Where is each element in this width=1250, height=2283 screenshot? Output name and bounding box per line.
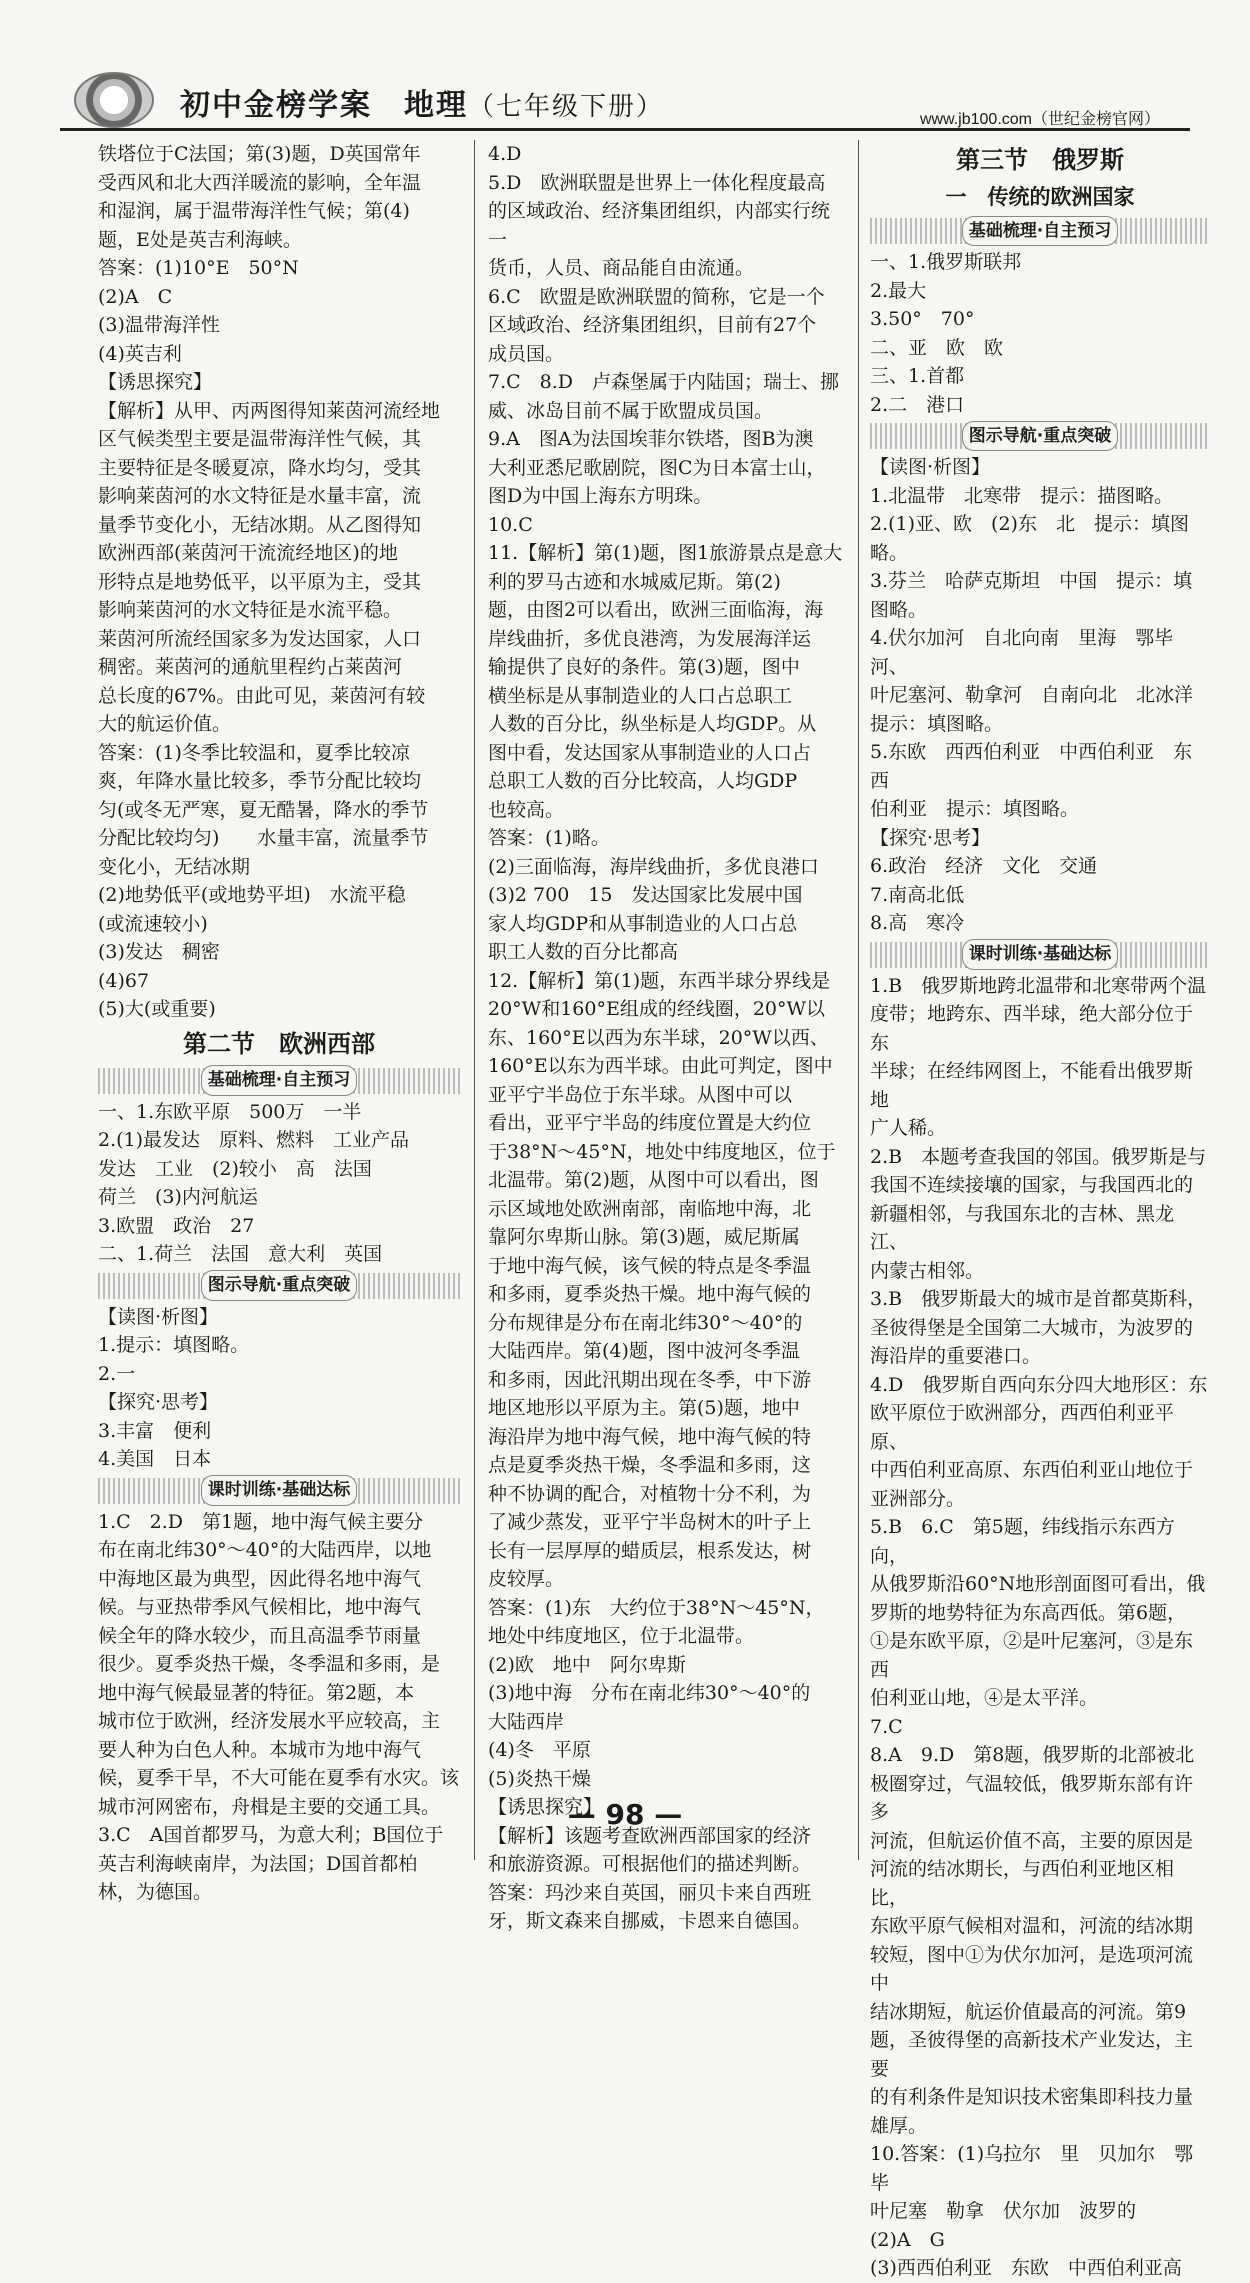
text-line: 长有一层厚厚的蜡质层，根系发达，树 <box>488 1539 812 1562</box>
text-line: (3)2 700 15 发达国家比发展中国 <box>488 884 803 906</box>
text-line: 【诱思探究】 <box>488 1796 603 1818</box>
text-line: 3.芬兰 哈萨克斯坦 中国 提示：填 <box>870 570 1193 592</box>
text-line: 量季节变化小，无结冰期。从乙图得知 <box>98 513 422 536</box>
text-line: 变化小，无结冰期 <box>98 855 251 878</box>
text-line: 职工人数的百分比都高 <box>488 941 679 963</box>
text-line: 题，圣彼得堡的高新技术产业发达，主要 <box>870 2029 1194 2080</box>
text-line: 2.最大 <box>870 279 927 302</box>
page-number: — 98 — <box>567 1798 683 1831</box>
text-line: 候，夏季干旱，不大可能在夏季有水灾。该 <box>98 1767 460 1789</box>
text-line: (2)三面临海，海岸线曲折，多优良港口 <box>488 855 819 878</box>
text-line: 160°E以东为西半球。由此可判定，图中 <box>488 1055 833 1077</box>
text-line: 于地中海气候，该气候的特点是冬季温 <box>488 1254 812 1277</box>
text-line: 利的罗马古迹和水城威尼斯。第(2) <box>488 570 781 593</box>
text-line: 布在南北纬30°～40°的大陆西岸，以地 <box>98 1539 432 1561</box>
text-line: 11.【解析】第(1)题，图1旅游景点是意大 <box>488 542 843 564</box>
text-line: 看出，亚平宁半岛的纬度位置是大约位 <box>488 1112 812 1134</box>
text-line: 候全年的降水较少，而且高温季节雨量 <box>98 1624 422 1647</box>
text-line: 二、1.荷兰 法国 意大利 英国 <box>98 1243 383 1265</box>
text-line: 半球；在经纬网图上，不能看出俄罗斯地 <box>870 1060 1194 1111</box>
text-line: 伯利亚 提示：填图略。 <box>870 798 1080 820</box>
text-line: 海沿岸的重要港口。 <box>870 1345 1042 1367</box>
text-line: (2)欧 地中 阿尔卑斯 <box>488 1653 686 1676</box>
text-line: 地中海气候最显著的特征。第2题，本 <box>98 1681 415 1704</box>
text-line: 爽，年降水量比较多，季节分配比较均 <box>98 770 422 792</box>
bar-label: 基础梳理·自主预习 <box>201 1065 357 1096</box>
text-line: 河流，但航运价值不高，主要的原因是 <box>870 1829 1194 1852</box>
text-line: 2.一 <box>98 1362 136 1385</box>
text-line: 二、亚 欧 欧 <box>870 336 1004 359</box>
text-line: 【读图·析图】 <box>98 1305 219 1328</box>
text-line: ①是东欧平原，②是叶尼塞河，③是东西 <box>870 1630 1194 1681</box>
text-line: 输提供了良好的条件。第(3)题，图中 <box>488 656 800 678</box>
text-line: 欧洲西部(莱茵河干流流经地区)的地 <box>98 542 398 564</box>
section-bar-nav <box>870 423 1210 449</box>
text-line: 林，为德国。 <box>98 1881 213 1903</box>
text-line: 示区域地处欧洲南部，南临地中海，北 <box>488 1197 812 1220</box>
text-line: 铁塔位于C法国；第(3)题，D英国常年 <box>98 143 421 165</box>
text-line: 岸线曲折，多优良港湾，为发展海洋运 <box>488 627 812 650</box>
text-line: 莱茵河所流经国家多为发达国家，人口 <box>98 627 422 650</box>
text-line: 【解析】该题考查欧洲西部国家的经济 <box>488 1824 812 1847</box>
text-line: 城市河网密布，舟楫是主要的交通工具。 <box>98 1795 441 1818</box>
text-line: 【探究·思考】 <box>98 1391 219 1413</box>
text-line: 货币，人员、商品能自由流通。 <box>488 257 755 279</box>
text-line: 区域政治、经济集团组织，目前有27个 <box>488 314 817 336</box>
text-line: 2.(1)最发达 原料、燃料 工业产品 <box>98 1129 410 1151</box>
text-line: 1.提示：填图略。 <box>98 1334 250 1356</box>
text-line: (3)西西伯利亚 东欧 中西伯利亚高 <box>870 2257 1182 2279</box>
text-line: 分布规律是分布在南北纬30°～40°的 <box>488 1311 803 1334</box>
text-line: 于38°N～45°N，地处中纬度地区，位于 <box>488 1140 836 1163</box>
text-line: (3)地中海 分布在南北纬30°～40°的 <box>488 1682 811 1704</box>
text-line: 题，由图2可以看出，欧洲三面临海，海 <box>488 599 824 621</box>
text-line: 10.C <box>488 513 533 536</box>
text-line: 家人均GDP和从事制造业的人口占总 <box>488 912 798 935</box>
text-line: 候。与亚热带季风气候相比，地中海气 <box>98 1596 422 1618</box>
text-line: 7.南高北低 <box>870 883 965 906</box>
text-line: 5.B 6.C 第5题，纬线指示东西方向， <box>870 1516 1175 1567</box>
text-line: (5)炎热干燥 <box>488 1767 591 1790</box>
col3-basic <box>870 248 1210 419</box>
text-line: 从俄罗斯沿60°N地形剖面图可看出，俄 <box>870 1573 1206 1595</box>
text-line: 【解析】从甲、丙两图得知莱茵河流经地 <box>98 399 441 422</box>
text-line: 3.C A国首都罗马，为意大利；B国位于 <box>98 1824 444 1846</box>
text-line: 总长度的67%。由此可见，莱茵河有较 <box>98 684 426 707</box>
text-line: 较短，图中①为伏尔加河，是选项河流中 <box>870 1943 1194 1994</box>
text-line: 答案：(1)冬季比较温和，夏季比较凉 <box>98 741 410 764</box>
text-line: 图中看，发达国家从事制造业的人口占 <box>488 741 812 764</box>
text-line: 和多雨，因此汛期出现在冬季，中下游 <box>488 1368 812 1391</box>
text-line: 【探究·思考】 <box>870 826 991 849</box>
text-line: 4.D <box>488 143 522 165</box>
text-line: 2.B 本题考查我国的邻国。俄罗斯是与 <box>870 1145 1207 1168</box>
text-line: 一、1.俄罗斯联邦 <box>870 251 1022 273</box>
text-line: (3)温带海洋性 <box>98 314 220 336</box>
text-line: 种不协调的配合，对植物十分不利，为 <box>488 1482 812 1505</box>
bar-label: 课时训练·基础达标 <box>962 939 1118 970</box>
text-line: 匀(或冬无严寒，夏无酷暑，降水的季节 <box>98 798 429 821</box>
text-line: 结冰期短，航运价值最高的河流。第9 <box>870 2000 1187 2023</box>
text-line: 欧平原位于欧洲部分，西西伯利亚平原、 <box>870 1402 1175 1453</box>
text-line: 很少。夏季炎热干燥，冬季温和多雨，是 <box>98 1653 441 1675</box>
text-line: 大陆西岸 <box>488 1710 565 1733</box>
page-header <box>60 72 1190 132</box>
text-line: 内蒙古相邻。 <box>870 1259 985 1282</box>
text-line: 东、160°E以西为东半球，20°W以西、 <box>488 1026 829 1049</box>
col3-train <box>870 972 1210 2283</box>
column-3 <box>870 140 1210 2283</box>
text-line: 答案：(1)略。 <box>488 827 610 849</box>
text-line: 极圈穿过，气温较低，俄罗斯东部有许多 <box>870 1772 1194 1823</box>
text-line: 靠阿尔卑斯山脉。第(3)题，威尼斯属 <box>488 1226 800 1248</box>
text-line: 英吉利海峡南岸，为法国；D国首都柏 <box>98 1852 418 1875</box>
text-line: 3.丰富 便利 <box>98 1419 212 1442</box>
text-line: 发达 工业 (2)较小 高 法国 <box>98 1157 372 1180</box>
text-line: 中海地区最为典型，因此得名地中海气 <box>98 1567 422 1590</box>
text-line: 横坐标是从事制造业的人口占总职工 <box>488 684 793 707</box>
text-line: 亚平宁半岛位于东半球。从图中可以 <box>488 1083 793 1106</box>
text-line: (4)英吉利 <box>98 342 182 365</box>
text-line: (2)A G <box>870 2228 945 2251</box>
text-line: 1.北温带 北寒带 提示：描图略。 <box>870 484 1174 507</box>
section-bar-basic <box>98 1068 460 1094</box>
text-line: 亚洲部分。 <box>870 1487 966 1510</box>
text-line: 城市位于欧洲，经济发展水平应较高，主 <box>98 1710 441 1732</box>
text-line: 答案：(1)东 大约位于38°N～45°N， <box>488 1596 825 1619</box>
text-line: (3)发达 稠密 <box>98 941 220 963</box>
text-line: (5)大(或重要) <box>98 998 216 1020</box>
text-line: 总职工人数的百分比较高，人均GDP <box>488 770 798 792</box>
bar-label: 图示导航·重点突破 <box>201 1270 357 1301</box>
book-title-main: 初中金榜学案 地理 <box>180 88 468 123</box>
text-line: 7.C 8.D 卢森堡属于内陆国；瑞士、挪 <box>488 371 840 393</box>
text-line: 三、1.首都 <box>870 365 965 387</box>
section-bar-train <box>98 1478 460 1504</box>
book-title-grade: （七年级下册） <box>468 92 665 122</box>
header-rule <box>60 128 1190 131</box>
text-line: 了减少蒸发，亚平宁半岛树木的叶子上 <box>488 1511 812 1533</box>
section-title-russia: 第三节 俄罗斯 <box>956 146 1124 174</box>
text-line: 主要特征是冬暖夏凉，降水均匀，受其 <box>98 456 422 479</box>
text-line: 一、1.东欧平原 500万 一半 <box>98 1100 362 1123</box>
text-line: 3.50° 70° <box>870 308 975 330</box>
text-line: 1.C 2.D 第1题，地中海气候主要分 <box>98 1510 424 1533</box>
text-line: (或流速较小) <box>98 912 208 935</box>
text-line: 东欧平原气候相对温和，河流的结冰期 <box>870 1915 1194 1937</box>
text-line: 8.A 9.D 第8题，俄罗斯的北部被北 <box>870 1744 1195 1766</box>
text-line: 地处中纬度地区，位于北温带。 <box>488 1625 755 1647</box>
text-line: (4)冬 平原 <box>488 1739 591 1761</box>
text-line: 6.政治 经济 文化 交通 <box>870 855 1098 877</box>
website-url: www.jb100.com（世纪金榜官网） <box>919 111 1160 128</box>
text-line: 叶尼塞河、勒拿河 自南向北 北冰洋 <box>870 684 1194 706</box>
text-line: 成员国。 <box>488 342 565 365</box>
col1-train <box>98 1508 460 1907</box>
text-line: 罗斯的地势特征为东高西低。第6题， <box>870 1601 1187 1624</box>
text-line: 点是夏季炎热干燥，冬季温和多雨，这 <box>488 1454 812 1476</box>
column-divider <box>474 140 475 1860</box>
text-line: 皮较厚。 <box>488 1568 565 1590</box>
column-2 <box>488 140 848 1936</box>
text-line: (2)A C <box>98 285 173 308</box>
col1-basic <box>98 1098 460 1269</box>
text-line: 3.B 俄罗斯最大的城市是首都莫斯科， <box>870 1288 1207 1310</box>
text-line: 要人种为白色人种。本城市为地中海气 <box>98 1738 422 1761</box>
text-line: 受西风和北大西洋暖流的影响，全年温 <box>98 171 422 194</box>
text-line: 图D为中国上海东方明珠。 <box>488 485 713 507</box>
text-line: 2.二 港口 <box>870 393 965 416</box>
text-line: 荷兰 (3)内河航运 <box>98 1186 258 1208</box>
text-line: 和湿润，属于温带海洋性气候；第(4) <box>98 200 410 222</box>
text-line: 12.【解析】第(1)题，东西半球分界线是 <box>488 969 831 992</box>
text-line: 海沿岸为地中海气候，地中海气候的特 <box>488 1425 812 1448</box>
text-line: 和多雨，夏季炎热干燥。地中海气候的 <box>488 1283 812 1305</box>
text-line: 4.美国 日本 <box>98 1448 212 1470</box>
text-line: (4)67 <box>98 969 150 992</box>
text-line: (2)地势低平(或地势平坦) 水流平稳 <box>98 884 406 906</box>
text-line: 8.高 寒冷 <box>870 912 965 934</box>
text-line: 2.(1)亚、欧 (2)东 北 提示：填图略。 <box>870 513 1189 564</box>
text-line: 形特点是地势低平，以平原为主，受其 <box>98 570 422 593</box>
col1-nav <box>98 1303 460 1474</box>
text-line: 3.欧盟 政治 27 <box>98 1214 255 1237</box>
text-line: 图略。 <box>870 598 928 621</box>
section-bar-basic <box>870 218 1210 244</box>
text-line: 中西伯利亚高原、东西伯利亚山地位于 <box>870 1459 1194 1481</box>
bar-label: 基础梳理·自主预习 <box>962 216 1118 247</box>
text-line: 9.A 图A为法国埃菲尔铁塔，图B为澳 <box>488 428 814 450</box>
text-line: 答案：玛沙来自英国，丽贝卡来自西班 <box>488 1881 812 1904</box>
text-line: 人数的百分比，纵坐标是人均GDP。从 <box>488 713 817 735</box>
bar-label: 图示导航·重点突破 <box>962 421 1118 452</box>
text-line: 6.C 欧盟是欧洲联盟的简称，它是一个 <box>488 285 825 308</box>
text-line: 北温带。第(2)题，从图中可以看出，图 <box>488 1169 819 1191</box>
text-line: 度带；地跨东、西半球，绝大部分位于东 <box>870 1003 1194 1054</box>
text-line: 10.答案：(1)乌拉尔 里 贝加尔 鄂毕 <box>870 2143 1194 2194</box>
text-line: 牙，斯文森来自挪威，卡恩来自德国。 <box>488 1910 812 1932</box>
text-line: 的有利条件是知识技术密集即科技力量 <box>870 2086 1194 2108</box>
text-line: 题，E处是英吉利海峡。 <box>98 228 302 251</box>
text-line: 的区域政治、经济集团组织，内部实行统一 <box>488 200 831 251</box>
text-line: 4.D 俄罗斯自西向东分四大地形区：东 <box>870 1373 1208 1396</box>
section-subtitle: 一 传统的欧洲国家 <box>945 185 1135 209</box>
text-line: 地区地形以平原为主。第(5)题，地中 <box>488 1397 800 1419</box>
text-line: 1.B 俄罗斯地跨北温带和北寒带两个温 <box>870 974 1207 997</box>
text-line: 20°W和160°E组成的经线圈，20°W以 <box>488 998 826 1020</box>
text-line: 答案：(1)10°E 50°N <box>98 257 299 279</box>
text-line: 5.D 欧洲联盟是世界上一体化程度最高 <box>488 171 826 194</box>
text-line: 7.C <box>870 1715 903 1738</box>
text-line: 【读图·析图】 <box>870 456 991 478</box>
text-line: 雄厚。 <box>870 2114 928 2137</box>
text-line: 区气候类型主要是温带海洋性气候，其 <box>98 428 422 450</box>
col3-nav <box>870 453 1210 938</box>
text-line: 大陆西岸。第(4)题，图中波河冬季温 <box>488 1340 800 1362</box>
text-line: 威、冰岛目前不属于欧盟成员国。 <box>488 399 774 422</box>
text-line: 大的航运价值。 <box>98 713 232 735</box>
text-line: 提示：填图略。 <box>870 712 1004 735</box>
text-line: 大利亚悉尼歌剧院，图C为日本富士山， <box>488 456 826 479</box>
book-title <box>180 80 664 124</box>
col1-answers <box>98 140 460 1024</box>
text-line: 影响莱茵河的水文特征是水量丰富，流 <box>98 485 422 507</box>
section-bar-train <box>870 942 1210 968</box>
section-title-europe-west: 第二节 欧洲西部 <box>183 1029 375 1058</box>
column-divider <box>858 140 859 1860</box>
text-line: 【诱思探究】 <box>98 371 213 393</box>
text-line: 稠密。莱茵河的通航里程约占莱茵河 <box>98 656 403 678</box>
text-line: 4.伏尔加河 自北向南 里海 鄂毕河、 <box>870 627 1174 678</box>
text-line: 圣彼得堡是全国第二大城市，为波罗的 <box>870 1316 1194 1339</box>
section-bar-nav <box>98 1273 460 1299</box>
bar-label: 课时训练·基础达标 <box>201 1475 357 1506</box>
text-line: 5.东欧 西西伯利亚 中西伯利亚 东西 <box>870 741 1193 792</box>
text-line: 我国不连续接壤的国家，与我国西北的 <box>870 1174 1194 1196</box>
text-line: 也较高。 <box>488 798 565 821</box>
text-line: 和旅游资源。可根据他们的描述判断。 <box>488 1853 812 1875</box>
col2-answers <box>488 140 848 1936</box>
jinbang-logo <box>74 72 154 128</box>
text-line: 分配比较均匀) 水量丰富，流量季节 <box>98 827 429 849</box>
text-line: 河流的结冰期长，与西伯利亚地区相比， <box>870 1858 1175 1909</box>
text-line: 叶尼塞 勒拿 伏尔加 波罗的 <box>870 2200 1137 2222</box>
text-line: 伯利亚山地，④是太平洋。 <box>870 1687 1099 1709</box>
text-line: 新疆相邻，与我国东北的吉林、黑龙江、 <box>870 1202 1175 1253</box>
text-line: 影响莱茵河的水文特征是水流平稳。 <box>98 599 403 621</box>
text-line: 广人稀。 <box>870 1117 947 1139</box>
column-1 <box>98 140 460 1907</box>
